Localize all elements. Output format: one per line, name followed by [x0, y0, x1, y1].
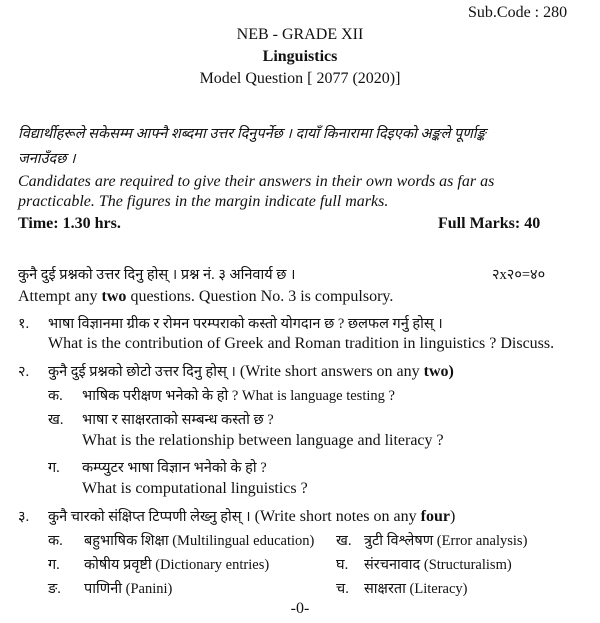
board-grade: NEB - GRADE XII [236, 26, 364, 43]
q3-number: ३. [18, 509, 30, 525]
instruction-english-line1: Candidates are required to give their answers in their own words as far as [18, 173, 495, 190]
q3-instruction: कुनै चारको संक्षिप्त टिप्पणी लेख्नु होस् । (Write short notes on any four) [48, 508, 456, 525]
q2-item-kha-label: ख. [48, 412, 64, 428]
q1-number: १. [18, 316, 30, 332]
section-instruction-english: Attempt any two questions. Question No. 3 is compulsory. [18, 288, 394, 305]
q2-item-kha-nepali: भाषा र साक्षरताको सम्बन्ध कस्तो छ ? [82, 412, 274, 428]
q2-item-ga-english: What is computational linguistics ? [82, 480, 308, 497]
q2-instruction: कुनै दुई प्रश्नको छोटो उत्तर दिनु होस् । (Write short answers on any two) [48, 363, 454, 380]
q2-number: २. [18, 364, 30, 380]
q3-item-ka: बहुभाषिक शिक्षा (Multilingual education) [84, 533, 315, 549]
instruction-nepali-line2: जनाउँदछ । [18, 151, 76, 167]
q3-item-kha-label: ख. [336, 533, 352, 549]
q3-item-nga: पाणिनी (Panini) [84, 581, 173, 597]
q3-item-nga-label: ङ. [48, 581, 61, 597]
page-number: -0- [290, 600, 310, 617]
q3-item-ka-label: क. [48, 533, 63, 549]
q2-item-ka: भाषिक परीक्षण भनेको के हो ? What is language testing ? [82, 388, 395, 404]
instruction-nepali-line1: विद्यार्थीहरूले सकेसम्म आफ्नै शब्दमा उत्तर दिनुपर्नेछ । दायाँ किनारामा दिइएको अङ्कले पूर्णाङ्क [18, 126, 486, 142]
q2-item-ga-label: ग. [48, 460, 60, 476]
q3-item-ga-label: ग. [48, 557, 60, 573]
q3-item-cha: साक्षरता (Literacy) [364, 581, 468, 597]
subject-code: Sub.Code : 280 [468, 4, 568, 21]
q3-item-cha-label: च. [336, 581, 349, 597]
q2-item-ka-label: क. [48, 388, 63, 404]
q2-item-ga-nepali: कम्प्युटर भाषा विज्ञान भनेको के हो ? [82, 460, 267, 476]
time-allowed: Time: 1.30 hrs. [18, 215, 121, 232]
q3-item-ga: कोषीय प्रवृष्टी (Dictionary entries) [84, 557, 270, 573]
instruction-english-line2: practicable. The figures in the margin indicate full marks. [18, 193, 389, 210]
q2-item-kha-english: What is the relationship between language and literacy ? [82, 432, 444, 449]
q1-nepali: भाषा विज्ञानमा ग्रीक र रोमन परम्पराको कस्तो योगदान छ ? छलफल गर्नु होस् । [48, 316, 443, 332]
q3-item-gha-label: घ. [336, 557, 349, 573]
section-instruction-nepali: कुनै दुई प्रश्नको उत्तर दिनु होस् । प्रश्न नं. ३ अनिवार्य छ । [18, 267, 296, 283]
q1-english: What is the contribution of Greek and Roman tradition in linguistics ? Discuss. [48, 335, 555, 352]
q3-item-gha: संरचनावाद (Structuralism) [364, 557, 512, 573]
full-marks: Full Marks: 40 [438, 215, 541, 232]
model-question-year: Model Question [ 2077 (2020)] [199, 70, 401, 87]
subject-title: Linguistics [262, 48, 338, 65]
section-marks: २x२०=४० [492, 267, 546, 283]
q3-item-kha: त्रुटी विश्लेषण (Error analysis) [364, 533, 528, 549]
